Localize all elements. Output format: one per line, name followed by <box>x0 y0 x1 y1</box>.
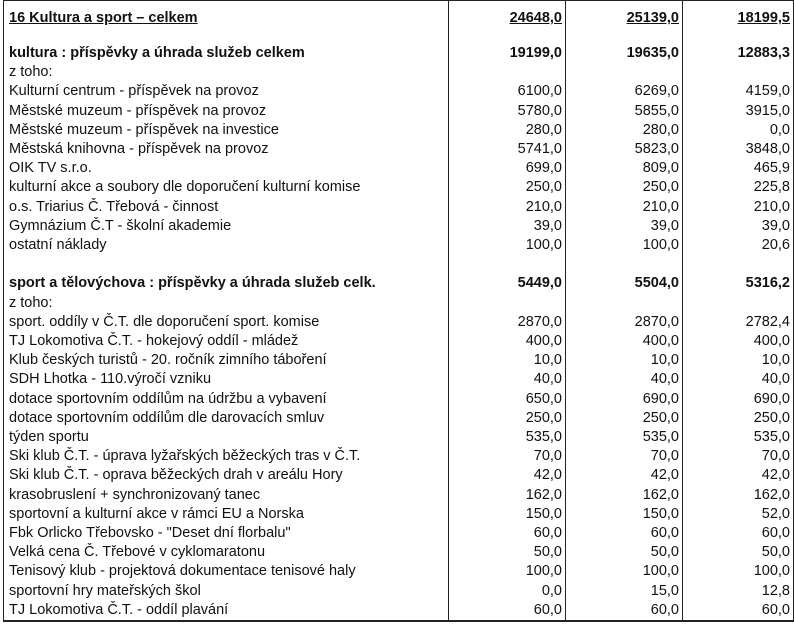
kultura-value-col3: 12883,3 <box>683 44 794 63</box>
sport-item-value-col3: 52,0 <box>683 505 794 524</box>
sport-item-row <box>4 409 794 428</box>
sport-item-value-col1: 400,0 <box>449 332 566 351</box>
sport-item-value-col3: 42,0 <box>683 466 794 485</box>
kultura-item-value-col1: 699,0 <box>449 159 566 178</box>
sport-item-row <box>4 543 794 562</box>
sport-item-value-col3: 50,0 <box>683 543 794 562</box>
sport-item-label: Klub českých turistů - 20. ročník zimního táboření <box>4 351 449 370</box>
sport-item-value-col2: 70,0 <box>566 447 683 466</box>
sport-item-value-col2: 60,0 <box>566 524 683 543</box>
kultura-item-row <box>4 236 794 255</box>
kultura-item-value-col1: 5780,0 <box>449 102 566 121</box>
sport-item-value-col3: 60,0 <box>683 524 794 543</box>
sport-item-value-col3: 535,0 <box>683 428 794 447</box>
sport-item-label: SDH Lhotka - 110.výročí vzniku <box>4 370 449 389</box>
sport-item-row <box>4 486 794 505</box>
sport-item-value-col3: 400,0 <box>683 332 794 351</box>
kultura-item-value-col1: 210,0 <box>449 198 566 217</box>
sport-item-value-col2: 15,0 <box>566 582 683 601</box>
kultura-item-row <box>4 178 794 197</box>
sport-value-col1: 5449,0 <box>449 274 566 293</box>
sport-item-label: Tenisový klub - projektová dokumentace tenisové haly <box>4 562 449 581</box>
kultura-item-label: Městská knihovna - příspěvek na provoz <box>4 140 449 159</box>
kultura-item-value-col1: 5741,0 <box>449 140 566 159</box>
kultura-item-value-col3: 3848,0 <box>683 140 794 159</box>
sport-item-value-col1: 535,0 <box>449 428 566 447</box>
kultura-item-value-col2: 6269,0 <box>566 82 683 101</box>
sport-item-value-col3: 10,0 <box>683 351 794 370</box>
sport-item-label: TJ Lokomotiva Č.T. - oddíl plavání <box>4 601 449 621</box>
kultura-item-label: Městské muzeum - příspěvek na investice <box>4 121 449 140</box>
kultura-item-value-col3: 39,0 <box>683 217 794 236</box>
kultura-item-value-col2: 39,0 <box>566 217 683 236</box>
sport-item-value-col1: 150,0 <box>449 505 566 524</box>
sport-item-value-col1: 100,0 <box>449 562 566 581</box>
kultura-item-value-col3: 210,0 <box>683 198 794 217</box>
kultura-item-row <box>4 198 794 217</box>
kultura-item-value-col2: 809,0 <box>566 159 683 178</box>
sport-item-row <box>4 582 794 601</box>
kultura-z-toho-row <box>4 63 794 82</box>
table-header-row <box>4 1 794 45</box>
kultura-item-label: Kulturní centrum - příspěvek na provoz <box>4 82 449 101</box>
total-value-col1: 24648,0 <box>449 1 566 45</box>
sport-item-value-col2: 50,0 <box>566 543 683 562</box>
budget-table-body <box>4 1 794 622</box>
sport-z-toho-label: z toho: <box>4 294 449 313</box>
kultura-item-value-col2: 5855,0 <box>566 102 683 121</box>
kultura-item-row <box>4 102 794 121</box>
sport-item-value-col3: 70,0 <box>683 447 794 466</box>
sport-item-value-col3: 100,0 <box>683 562 794 581</box>
sport-item-row <box>4 351 794 370</box>
kultura-item-row <box>4 217 794 236</box>
kultura-item-row <box>4 82 794 101</box>
sport-item-label: TJ Lokomotiva Č.T. - hokejový oddíl - mládež <box>4 332 449 351</box>
sport-item-value-col2: 100,0 <box>566 562 683 581</box>
sport-item-value-col3: 690,0 <box>683 390 794 409</box>
kultura-item-label: OIK TV s.r.o. <box>4 159 449 178</box>
spacer-row <box>4 255 794 274</box>
sport-value-col3: 5316,2 <box>683 274 794 293</box>
kultura-item-label: ostatní náklady <box>4 236 449 255</box>
kultura-item-value-col2: 250,0 <box>566 178 683 197</box>
kultura-title-row <box>4 44 794 63</box>
sport-value-col2: 5504,0 <box>566 274 683 293</box>
sport-item-row <box>4 313 794 332</box>
sport-title-row <box>4 274 794 293</box>
kultura-item-value-col2: 210,0 <box>566 198 683 217</box>
sport-item-row <box>4 428 794 447</box>
sport-item-row <box>4 601 794 621</box>
sport-item-value-col1: 10,0 <box>449 351 566 370</box>
sport-item-label: Ski klub Č.T. - úprava lyžařských běžeckých tras v Č.T. <box>4 447 449 466</box>
sport-item-value-col1: 60,0 <box>449 601 566 621</box>
sport-item-value-col2: 42,0 <box>566 466 683 485</box>
sport-item-row <box>4 390 794 409</box>
sport-item-value-col2: 150,0 <box>566 505 683 524</box>
sport-item-value-col3: 2782,4 <box>683 313 794 332</box>
kultura-z-toho-label: z toho: <box>4 63 449 82</box>
sport-item-value-col3: 40,0 <box>683 370 794 389</box>
sport-item-row <box>4 562 794 581</box>
sport-item-label: sportovní hry mateřských škol <box>4 582 449 601</box>
sport-item-value-col2: 2870,0 <box>566 313 683 332</box>
kultura-item-value-col2: 5823,0 <box>566 140 683 159</box>
kultura-item-value-col3: 225,8 <box>683 178 794 197</box>
sport-item-value-col2: 690,0 <box>566 390 683 409</box>
sport-item-value-col2: 535,0 <box>566 428 683 447</box>
sport-item-label: sport. oddíly v Č.T. dle doporučení sport. komise <box>4 313 449 332</box>
sport-item-label: dotace sportovním oddílům na údržbu a vybavení <box>4 390 449 409</box>
kultura-value-col2: 19635,0 <box>566 44 683 63</box>
kultura-item-value-col1: 250,0 <box>449 178 566 197</box>
sport-item-label: krasobruslení + synchronizovaný tanec <box>4 486 449 505</box>
sport-item-label: týden sportu <box>4 428 449 447</box>
sport-item-value-col1: 40,0 <box>449 370 566 389</box>
sport-item-row <box>4 524 794 543</box>
sport-item-value-col1: 50,0 <box>449 543 566 562</box>
kultura-value-col1: 19199,0 <box>449 44 566 63</box>
sport-item-label: Ski klub Č.T. - oprava běžeckých drah v areálu Hory <box>4 466 449 485</box>
sport-z-toho-row <box>4 294 794 313</box>
kultura-item-label: o.s. Triarius Č. Třebová - činnost <box>4 198 449 217</box>
kultura-item-value-col2: 100,0 <box>566 236 683 255</box>
kultura-item-value-col3: 3915,0 <box>683 102 794 121</box>
kultura-item-row <box>4 121 794 140</box>
total-value-col3: 18199,5 <box>683 1 794 45</box>
sport-item-value-col1: 250,0 <box>449 409 566 428</box>
kultura-item-label: Městské muzeum - příspěvek na provoz <box>4 102 449 121</box>
kultura-item-label: kulturní akce a soubory dle doporučení kulturní komise <box>4 178 449 197</box>
sport-item-value-col2: 10,0 <box>566 351 683 370</box>
sport-item-row <box>4 466 794 485</box>
sport-item-row <box>4 447 794 466</box>
kultura-item-row <box>4 140 794 159</box>
sport-title-label: sport a tělovýchova : příspěvky a úhrada služeb celk. <box>4 274 449 293</box>
sport-item-value-col2: 400,0 <box>566 332 683 351</box>
kultura-item-value-col2: 280,0 <box>566 121 683 140</box>
sport-item-value-col3: 162,0 <box>683 486 794 505</box>
kultura-title-label: kultura : příspěvky a úhrada služeb celkem <box>4 44 449 63</box>
sport-item-value-col3: 60,0 <box>683 601 794 621</box>
kultura-item-label: Gymnázium Č.T - školní akademie <box>4 217 449 236</box>
kultura-item-value-col3: 4159,0 <box>683 82 794 101</box>
kultura-item-value-col1: 39,0 <box>449 217 566 236</box>
sport-item-label: Velká cena Č. Třebové v cyklomaratonu <box>4 543 449 562</box>
sport-item-value-col3: 250,0 <box>683 409 794 428</box>
sport-item-value-col2: 250,0 <box>566 409 683 428</box>
kultura-item-value-col1: 6100,0 <box>449 82 566 101</box>
sport-item-value-col3: 12,8 <box>683 582 794 601</box>
sport-item-value-col1: 2870,0 <box>449 313 566 332</box>
sport-item-label: sportovní a kulturní akce v rámci EU a Norska <box>4 505 449 524</box>
section-total-label: 16 Kultura a sport – celkem <box>4 1 449 45</box>
sport-item-value-col1: 60,0 <box>449 524 566 543</box>
kultura-item-value-col3: 20,6 <box>683 236 794 255</box>
sport-item-value-col1: 650,0 <box>449 390 566 409</box>
sport-item-value-col1: 0,0 <box>449 582 566 601</box>
budget-table <box>3 0 794 622</box>
sport-item-value-col2: 40,0 <box>566 370 683 389</box>
sport-item-row <box>4 370 794 389</box>
sport-item-row <box>4 332 794 351</box>
sport-item-label: Fbk Orlicko Třebovsko - "Deset dní florbalu" <box>4 524 449 543</box>
total-value-col2: 25139,0 <box>566 1 683 45</box>
kultura-item-value-col3: 0,0 <box>683 121 794 140</box>
sport-item-value-col2: 60,0 <box>566 601 683 621</box>
sport-item-value-col2: 162,0 <box>566 486 683 505</box>
sport-item-label: dotace sportovním oddílům dle darovacích smluv <box>4 409 449 428</box>
kultura-item-row <box>4 159 794 178</box>
sport-item-value-col1: 162,0 <box>449 486 566 505</box>
sport-item-value-col1: 42,0 <box>449 466 566 485</box>
kultura-item-value-col1: 100,0 <box>449 236 566 255</box>
sport-item-row <box>4 505 794 524</box>
kultura-item-value-col3: 465,9 <box>683 159 794 178</box>
kultura-item-value-col1: 280,0 <box>449 121 566 140</box>
sport-item-value-col1: 70,0 <box>449 447 566 466</box>
